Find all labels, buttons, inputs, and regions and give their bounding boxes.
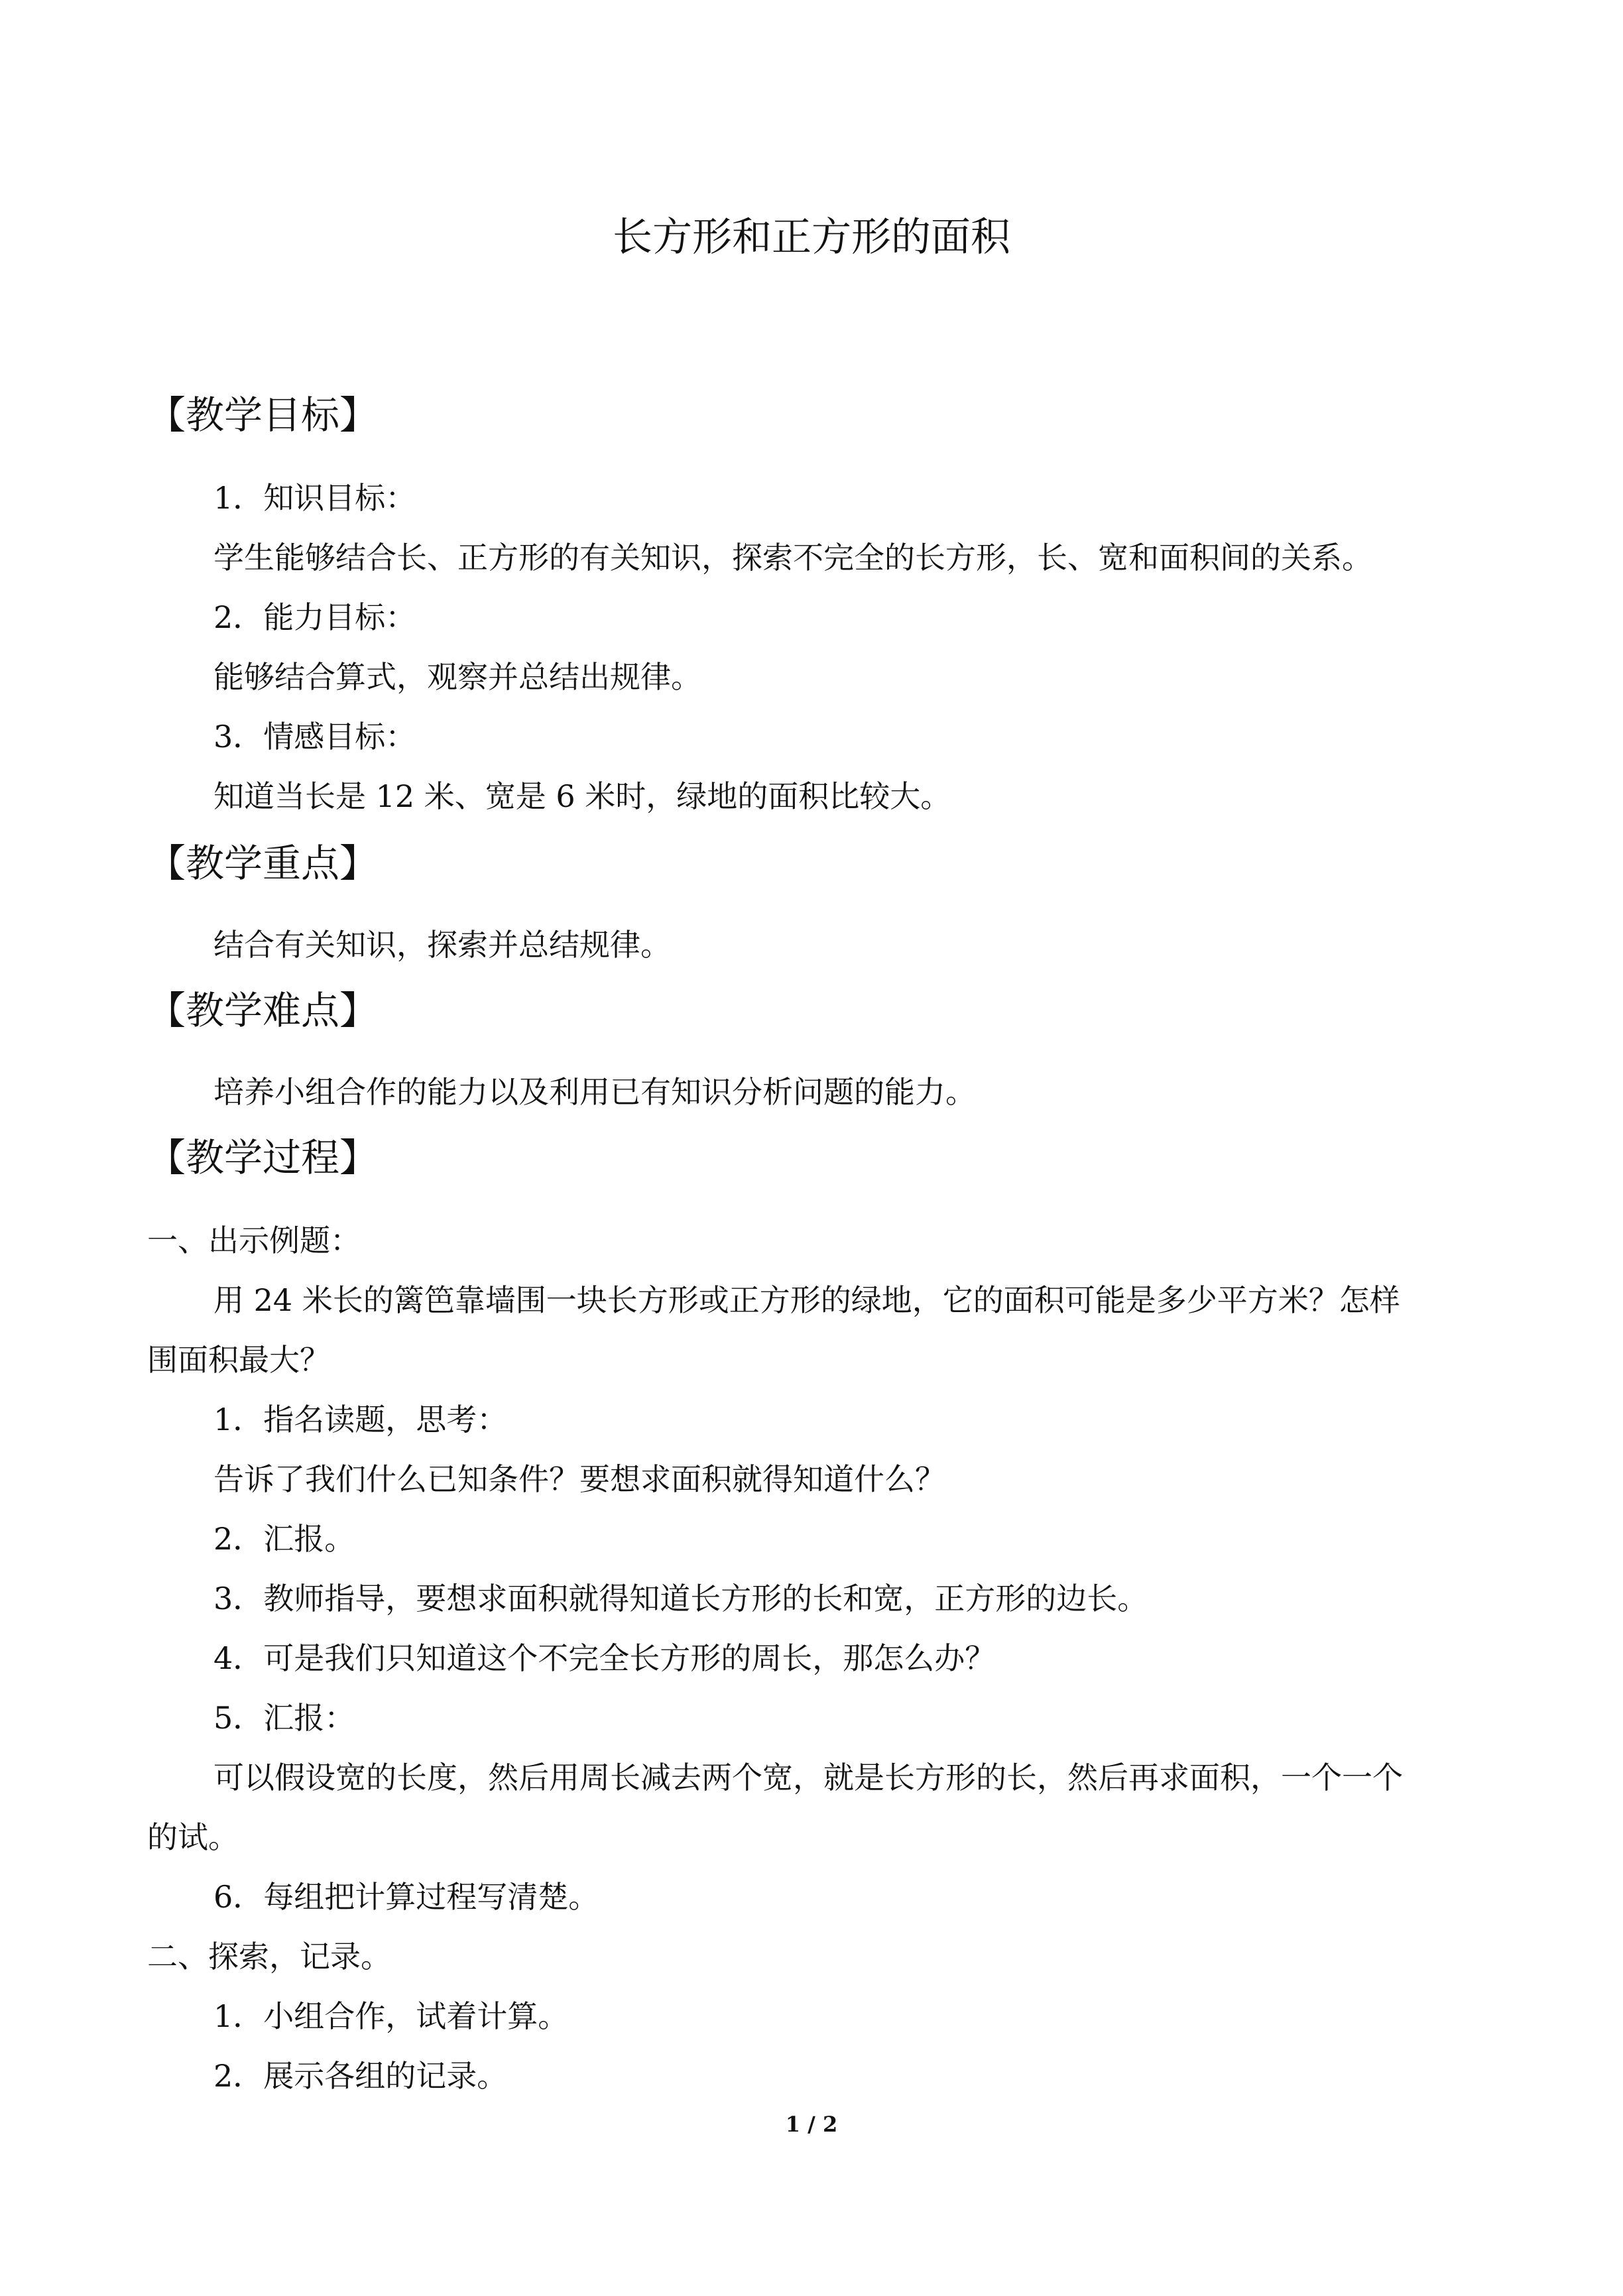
part-two-step-2: 2．展示各组的记录。 bbox=[213, 2058, 508, 2094]
step-5-text-line2: 的试。 bbox=[147, 1819, 239, 1855]
objective-ability-label: 2．能力目标： bbox=[213, 599, 416, 635]
section-heading-objectives: 【教学目标】 bbox=[147, 393, 379, 438]
step-1-label: 1．指名读题，思考： bbox=[213, 1402, 508, 1437]
example-problem-line2: 围面积最大？ bbox=[147, 1342, 330, 1378]
step-4-text: 4．可是我们只知道这个不完全长方形的周长，那怎么办？ bbox=[213, 1640, 996, 1676]
difficulties-text: 培养小组合作的能力以及利用已有知识分析问题的能力。 bbox=[213, 1074, 976, 1110]
part-two-step-1: 1．小组合作，试着计算。 bbox=[213, 1998, 569, 2034]
objective-emotion-text: 知道当长是 12 米、宽是 6 米时，绿地的面积比较大。 bbox=[213, 778, 951, 814]
section-heading-process: 【教学过程】 bbox=[147, 1135, 379, 1180]
example-problem-line1: 用 24 米长的篱笆靠墙围一块长方形或正方形的绿地，它的面积可能是多少平方米？怎样 bbox=[213, 1282, 1400, 1318]
step-5-label: 5．汇报： bbox=[213, 1700, 355, 1736]
document-title: 长方形和正方形的面积 bbox=[613, 214, 1010, 261]
objective-ability-text: 能够结合算式，观察并总结出规律。 bbox=[213, 659, 701, 695]
step-5-text-line1: 可以假设宽的长度，然后用周长减去两个宽，就是长方形的长，然后再求面积，一个一个 bbox=[213, 1760, 1403, 1795]
objective-emotion-label: 3．情感目标： bbox=[213, 719, 416, 755]
step-1-question: 告诉了我们什么已知条件？要想求面积就得知道什么？ bbox=[213, 1461, 945, 1497]
objective-knowledge-text: 学生能够结合长、正方形的有关知识，探索不完全的长方形，长、宽和面积间的关系。 bbox=[213, 540, 1372, 575]
process-part-two-title: 二、探索，记录。 bbox=[147, 1939, 391, 1974]
step-6-text: 6．每组把计算过程写清楚。 bbox=[213, 1879, 599, 1915]
page-number: 1 / 2 bbox=[785, 2112, 838, 2137]
step-2-text: 2．汇报。 bbox=[213, 1521, 355, 1557]
section-heading-difficulties: 【教学难点】 bbox=[147, 988, 379, 1033]
step-3-text: 3．教师指导，要想求面积就得知道长方形的长和宽，正方形的边长。 bbox=[213, 1581, 1148, 1616]
key-points-text: 结合有关知识，探索并总结规律。 bbox=[213, 927, 671, 963]
section-heading-key-points: 【教学重点】 bbox=[147, 841, 379, 886]
objective-knowledge-label: 1．知识目标： bbox=[213, 480, 416, 516]
process-part-one-title: 一、出示例题： bbox=[147, 1223, 361, 1258]
